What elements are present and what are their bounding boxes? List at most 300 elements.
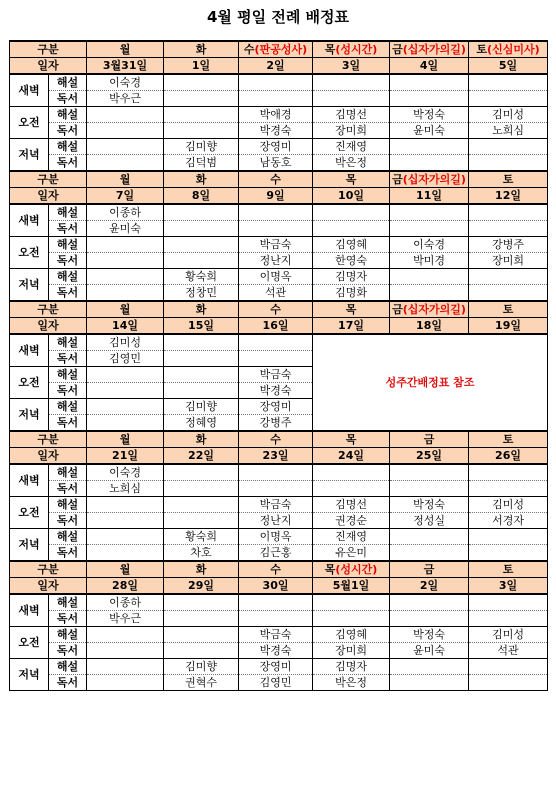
day-special-label: (신심미사) (487, 43, 540, 56)
role-reading-label: 독서 (49, 481, 87, 497)
assignee-cell (87, 627, 164, 643)
assignee-cell: 장영미 (239, 399, 313, 415)
gubun-label: 구분 (10, 171, 87, 188)
date-cell: 3일 (469, 578, 548, 595)
assignee-cell (164, 627, 239, 643)
date-cell: 4일 (390, 58, 469, 75)
date-cell: 9일 (239, 188, 313, 205)
role-commentary-label: 해설 (49, 464, 87, 481)
day-special-label: (성시간) (335, 43, 378, 56)
day-header (469, 431, 548, 448)
assignee-cell (390, 204, 469, 221)
day-name: 금 (392, 173, 403, 186)
day-header (87, 41, 164, 58)
assignee-cell (164, 253, 239, 269)
assignee-cell: 이숙경 (87, 464, 164, 481)
assignee-cell: 이숙경 (87, 74, 164, 91)
day-name: 월 (119, 43, 131, 56)
day-special-label: (성시간) (335, 563, 378, 576)
assignee-cell (313, 74, 390, 91)
assignee-cell (469, 91, 548, 107)
assignee-cell: 박정숙 (390, 107, 469, 123)
date-cell: 21일 (87, 448, 164, 465)
day-special-label: (십자가의길) (402, 173, 466, 186)
assignee-cell (239, 221, 313, 237)
assignee-cell (390, 675, 469, 691)
ilja-label: 일자 (10, 318, 87, 335)
assignment-row (10, 334, 548, 351)
slot-dawn-label: 새벽 (10, 594, 49, 627)
assignee-cell (469, 221, 548, 237)
assignee-cell: 김영혜 (313, 627, 390, 643)
assignee-cell: 강병주 (469, 237, 548, 253)
assignee-cell: 윤미숙 (87, 221, 164, 237)
ilja-label: 일자 (10, 448, 87, 465)
day-name: 수 (270, 303, 281, 316)
day-header (390, 171, 469, 188)
day-header (164, 561, 239, 578)
assignee-cell: 박정숙 (390, 627, 469, 643)
day-name: 금 (392, 303, 403, 316)
assignee-cell (87, 415, 164, 432)
assignment-row (10, 643, 548, 659)
assignee-cell (313, 594, 390, 611)
day-header (469, 301, 548, 318)
day-special-label: (판공성사) (254, 43, 308, 56)
assignment-row (10, 253, 548, 269)
assignee-cell (87, 139, 164, 155)
assignee-cell (239, 464, 313, 481)
assignee-cell (164, 383, 239, 399)
assignee-cell: 노희심 (87, 481, 164, 497)
role-reading-label: 독서 (49, 643, 87, 659)
ilja-label: 일자 (10, 578, 87, 595)
assignee-cell: 권경순 (313, 513, 390, 529)
assignee-cell: 김미성 (469, 107, 548, 123)
assignee-cell (313, 221, 390, 237)
assignee-cell: 진재영 (313, 139, 390, 155)
assignee-cell (164, 123, 239, 139)
slot-evening-label: 저녁 (10, 399, 49, 432)
role-reading-label: 독서 (49, 383, 87, 399)
assignee-cell (390, 91, 469, 107)
assignee-cell: 김명화 (313, 285, 390, 302)
reference-note: 성주간배정표 참조 (313, 334, 548, 431)
assignment-row (10, 675, 548, 691)
assignee-cell (313, 481, 390, 497)
assignee-cell: 정혜영 (164, 415, 239, 432)
day-header (469, 41, 548, 58)
assignee-cell (239, 611, 313, 627)
assignee-cell: 김미향 (164, 659, 239, 675)
gubun-label: 구분 (10, 301, 87, 318)
assignee-cell: 황숙희 (164, 269, 239, 285)
day-name: 화 (195, 303, 207, 316)
assignee-cell (239, 351, 313, 367)
day-name: 수 (270, 173, 281, 186)
day-name: 화 (195, 433, 207, 446)
role-commentary-label: 해설 (49, 367, 87, 383)
date-cell: 5월1일 (313, 578, 390, 595)
assignee-cell: 진재영 (313, 529, 390, 545)
assignee-cell: 김영민 (239, 675, 313, 691)
assignee-cell (164, 91, 239, 107)
day-name: 월 (119, 433, 131, 446)
week-date-row (10, 58, 548, 75)
day-header (239, 301, 313, 318)
date-cell: 15일 (164, 318, 239, 335)
assignee-cell (239, 91, 313, 107)
day-header (87, 171, 164, 188)
assignee-cell (87, 545, 164, 562)
assignee-cell (469, 481, 548, 497)
week-header-row (10, 431, 548, 448)
assignee-cell: 김미향 (164, 139, 239, 155)
assignment-row (10, 464, 548, 481)
assignee-cell: 박애경 (239, 107, 313, 123)
assignee-cell (87, 367, 164, 383)
role-reading-label: 독서 (49, 253, 87, 269)
role-commentary-label: 해설 (49, 659, 87, 675)
assignee-cell: 박금숙 (239, 627, 313, 643)
assignment-row (10, 221, 548, 237)
date-cell: 26일 (469, 448, 548, 465)
assignee-cell (164, 594, 239, 611)
slot-morning-label: 오전 (10, 107, 49, 139)
role-commentary-label: 해설 (49, 204, 87, 221)
assignee-cell (313, 611, 390, 627)
role-commentary-label: 해설 (49, 529, 87, 545)
page-title: 4월 평일 전례 배정표 (206, 8, 350, 26)
assignee-cell (390, 139, 469, 155)
assignee-cell (164, 204, 239, 221)
day-header (164, 431, 239, 448)
assignee-cell: 윤미숙 (390, 643, 469, 659)
assignee-cell: 윤미숙 (390, 123, 469, 139)
assignment-row (10, 594, 548, 611)
day-header (239, 41, 313, 58)
assignee-cell: 황숙희 (164, 529, 239, 545)
slot-dawn-label: 새벽 (10, 464, 49, 497)
day-name: 목 (345, 303, 357, 316)
assignee-cell: 정창민 (164, 285, 239, 302)
assignee-cell (390, 545, 469, 562)
assignment-row (10, 91, 548, 107)
day-name: 금 (423, 433, 435, 446)
role-reading-label: 독서 (49, 91, 87, 107)
assignee-cell (87, 659, 164, 675)
assignee-cell (87, 237, 164, 253)
assignment-row (10, 513, 548, 529)
assignee-cell: 박정숙 (390, 497, 469, 513)
date-cell: 30일 (239, 578, 313, 595)
assignee-cell (390, 481, 469, 497)
assignee-cell (87, 123, 164, 139)
assignee-cell (469, 594, 548, 611)
day-name: 수 (243, 43, 255, 56)
assignee-cell: 박경숙 (239, 643, 313, 659)
day-header (390, 561, 469, 578)
slot-evening-label: 저녁 (10, 659, 49, 691)
assignee-cell: 박금숙 (239, 497, 313, 513)
assignee-cell (390, 529, 469, 545)
date-cell: 1일 (164, 58, 239, 75)
assignee-cell (87, 675, 164, 691)
role-commentary-label: 해설 (49, 334, 87, 351)
assignee-cell: 정난지 (239, 253, 313, 269)
assignee-cell: 박금숙 (239, 367, 313, 383)
day-special-label: (십자가의길) (402, 43, 466, 56)
date-cell: 2일 (390, 578, 469, 595)
assignee-cell (164, 643, 239, 659)
assignment-row (10, 139, 548, 155)
day-header (469, 561, 548, 578)
slot-evening-label: 저녁 (10, 529, 49, 562)
assignee-cell: 한영숙 (313, 253, 390, 269)
day-name: 목 (324, 43, 336, 56)
day-name: 토 (476, 43, 488, 56)
role-reading-label: 독서 (49, 415, 87, 432)
day-special-label: (십자가의길) (402, 303, 466, 316)
assignee-cell (87, 269, 164, 285)
assignee-cell: 박금숙 (239, 237, 313, 253)
date-cell: 7일 (87, 188, 164, 205)
date-cell: 14일 (87, 318, 164, 335)
role-reading-label: 독서 (49, 675, 87, 691)
assignee-cell (390, 611, 469, 627)
week-header-row (10, 171, 548, 188)
day-name: 토 (502, 173, 514, 186)
day-header (313, 301, 390, 318)
assignee-cell: 이종하 (87, 594, 164, 611)
day-name: 수 (270, 433, 281, 446)
assignment-row (10, 74, 548, 91)
assignee-cell (239, 594, 313, 611)
date-cell: 24일 (313, 448, 390, 465)
gubun-label: 구분 (10, 561, 87, 578)
week-date-row (10, 318, 548, 335)
assignee-cell (87, 285, 164, 302)
assignee-cell (239, 481, 313, 497)
assignee-cell (469, 659, 548, 675)
role-commentary-label: 해설 (49, 399, 87, 415)
assignee-cell: 김미성 (469, 497, 548, 513)
assignee-cell: 김명자 (313, 659, 390, 675)
assignee-cell (239, 74, 313, 91)
assignee-cell: 김영혜 (313, 237, 390, 253)
role-commentary-label: 해설 (49, 139, 87, 155)
slot-dawn-label: 새벽 (10, 74, 49, 107)
day-header (239, 431, 313, 448)
assignment-row (10, 611, 548, 627)
date-cell: 11일 (390, 188, 469, 205)
role-commentary-label: 해설 (49, 269, 87, 285)
assignee-cell (469, 611, 548, 627)
assignee-cell: 박우근 (87, 91, 164, 107)
role-commentary-label: 해설 (49, 74, 87, 91)
assignment-row (10, 107, 548, 123)
assignee-cell (87, 253, 164, 269)
slot-morning-label: 오전 (10, 627, 49, 659)
assignee-cell (87, 383, 164, 399)
day-header (239, 561, 313, 578)
assignee-cell: 김명선 (313, 107, 390, 123)
assignee-cell (87, 643, 164, 659)
assignee-cell: 김미성 (469, 627, 548, 643)
assignee-cell: 노희심 (469, 123, 548, 139)
assignee-cell (87, 107, 164, 123)
day-header (313, 561, 390, 578)
assignee-cell: 강병주 (239, 415, 313, 432)
day-header (390, 431, 469, 448)
date-cell: 17일 (313, 318, 390, 335)
assignee-cell: 장미희 (313, 123, 390, 139)
day-name: 화 (195, 43, 207, 56)
assignee-cell (390, 74, 469, 91)
day-name: 월 (119, 563, 131, 576)
date-cell: 29일 (164, 578, 239, 595)
assignee-cell (469, 204, 548, 221)
assignee-cell (469, 529, 548, 545)
date-cell: 16일 (239, 318, 313, 335)
assignment-row (10, 659, 548, 675)
assignee-cell: 김미향 (164, 399, 239, 415)
gubun-label: 구분 (10, 431, 87, 448)
day-header (87, 561, 164, 578)
date-cell: 12일 (469, 188, 548, 205)
role-commentary-label: 해설 (49, 594, 87, 611)
assignee-cell: 이명옥 (239, 269, 313, 285)
assignee-cell (390, 464, 469, 481)
date-cell: 3월31일 (87, 58, 164, 75)
assignee-cell: 김영민 (87, 351, 164, 367)
day-header (469, 171, 548, 188)
assignee-cell: 이종하 (87, 204, 164, 221)
assignee-cell (469, 545, 548, 562)
assignee-cell: 박미경 (390, 253, 469, 269)
assignee-cell (313, 91, 390, 107)
assignee-cell: 장미희 (469, 253, 548, 269)
assignee-cell: 김명선 (313, 497, 390, 513)
role-reading-label: 독서 (49, 285, 87, 302)
assignment-row (10, 497, 548, 513)
assignee-cell (469, 269, 548, 285)
slot-dawn-label: 새벽 (10, 334, 49, 367)
day-name: 목 (324, 563, 336, 576)
assignment-row (10, 481, 548, 497)
assignee-cell: 서경자 (469, 513, 548, 529)
assignee-cell (390, 155, 469, 172)
assignee-cell (390, 221, 469, 237)
assignee-cell (164, 497, 239, 513)
assignee-cell (469, 74, 548, 91)
assignee-cell (164, 481, 239, 497)
slot-dawn-label: 새벽 (10, 204, 49, 237)
date-cell: 8일 (164, 188, 239, 205)
ilja-label: 일자 (10, 58, 87, 75)
date-cell: 22일 (164, 448, 239, 465)
week-date-row (10, 188, 548, 205)
assignee-cell: 김미성 (87, 334, 164, 351)
assignee-cell: 박경숙 (239, 123, 313, 139)
assignee-cell (164, 107, 239, 123)
assignee-cell: 유은미 (313, 545, 390, 562)
assignee-cell (239, 334, 313, 351)
slot-evening-label: 저녁 (10, 139, 49, 172)
day-header (164, 41, 239, 58)
assignee-cell (469, 285, 548, 302)
date-cell: 23일 (239, 448, 313, 465)
assignee-cell (239, 204, 313, 221)
assignee-cell (87, 497, 164, 513)
assignee-cell (390, 659, 469, 675)
assignment-row (10, 123, 548, 139)
assignee-cell: 박은정 (313, 155, 390, 172)
week-date-row (10, 448, 548, 465)
assignee-cell (469, 675, 548, 691)
assignee-cell: 남동호 (239, 155, 313, 172)
assignee-cell (164, 237, 239, 253)
ilja-label: 일자 (10, 188, 87, 205)
assignee-cell: 장영미 (239, 139, 313, 155)
role-reading-label: 독서 (49, 221, 87, 237)
assignment-row (10, 204, 548, 221)
day-header (390, 41, 469, 58)
assignee-cell (87, 399, 164, 415)
assignee-cell: 이명옥 (239, 529, 313, 545)
assignee-cell (390, 594, 469, 611)
assignee-cell (164, 351, 239, 367)
date-cell: 19일 (469, 318, 548, 335)
date-cell: 5일 (469, 58, 548, 75)
assignee-cell (164, 334, 239, 351)
slot-evening-label: 저녁 (10, 269, 49, 302)
week-header-row (10, 561, 548, 578)
day-name: 화 (195, 563, 207, 576)
day-name: 금 (392, 43, 403, 56)
assignee-cell (469, 139, 548, 155)
assignee-cell (390, 285, 469, 302)
schedule-table (9, 40, 548, 691)
date-cell: 2일 (239, 58, 313, 75)
assignee-cell (164, 74, 239, 91)
day-header (164, 171, 239, 188)
assignment-row (10, 237, 548, 253)
assignee-cell: 박은정 (313, 675, 390, 691)
assignee-cell: 김명자 (313, 269, 390, 285)
assignee-cell (164, 611, 239, 627)
day-name: 금 (423, 563, 435, 576)
assignee-cell: 석관 (239, 285, 313, 302)
assignee-cell (313, 204, 390, 221)
day-name: 목 (345, 173, 357, 186)
assignee-cell (164, 513, 239, 529)
assignee-cell (164, 221, 239, 237)
assignee-cell: 정난지 (239, 513, 313, 529)
assignee-cell (87, 513, 164, 529)
gubun-label: 구분 (10, 41, 87, 58)
assignee-cell (87, 529, 164, 545)
date-cell: 3일 (313, 58, 390, 75)
role-commentary-label: 해설 (49, 237, 87, 253)
week-date-row (10, 578, 548, 595)
role-commentary-label: 해설 (49, 497, 87, 513)
slot-morning-label: 오전 (10, 497, 49, 529)
assignee-cell: 이숙경 (390, 237, 469, 253)
assignment-row (10, 155, 548, 172)
assignee-cell: 김덕범 (164, 155, 239, 172)
assignment-row (10, 269, 548, 285)
